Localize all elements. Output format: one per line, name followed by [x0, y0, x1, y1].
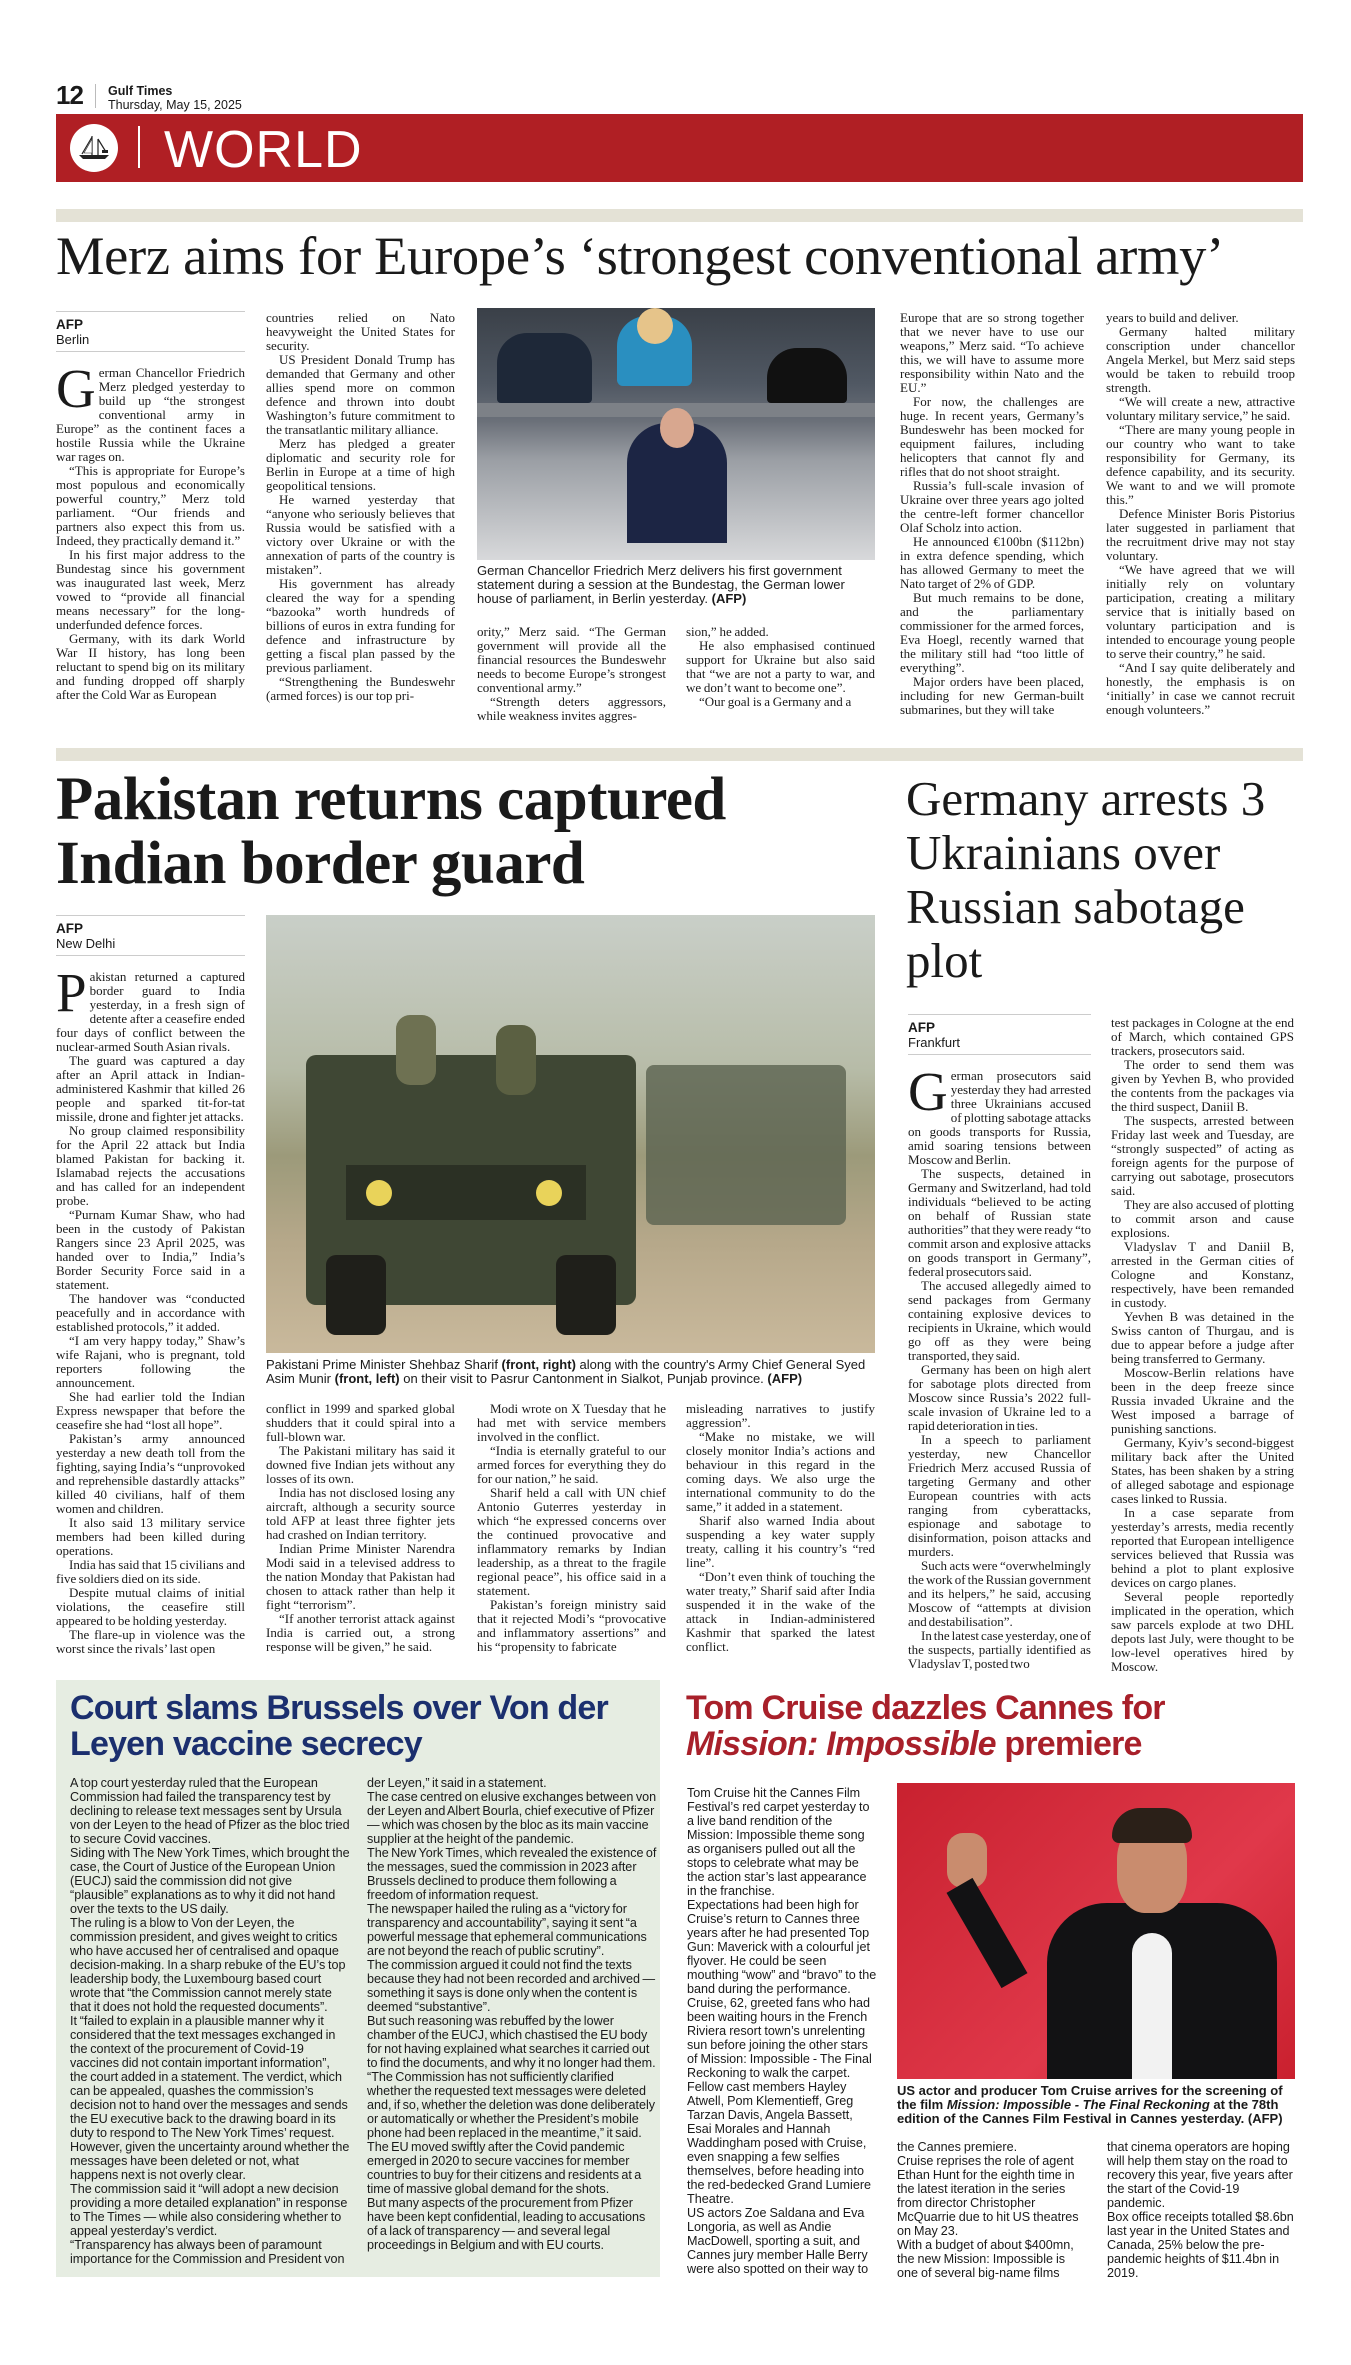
- paragraph: “We will create a new, attractive voluntary military service,” he said.: [1106, 394, 1295, 423]
- paragraph: Modi wrote on X Tuesday that he had met with service members involved in the conflict.: [477, 1401, 666, 1444]
- headline-tom-cruise: [686, 1690, 1301, 1762]
- caption-bold: (front, left): [334, 1371, 400, 1386]
- paragraph: countries relied on Nato heavyweight the United States for security.: [266, 310, 455, 353]
- paragraph: The case centred on elusive exchanges between von der Leyen and Albert Bourla, chief executive of Pfizer — which was chosen by the bloc as its main vaccine supplier at the height of the pandemic.: [367, 1790, 657, 1846]
- article-column: [908, 1061, 1091, 1671]
- paragraph: Defence Minister Boris Pistorius later suggested in parliament that the recruitment drive may not stay voluntary.: [1106, 506, 1295, 563]
- caption-italic: Mission: Impossible - The Final Reckoning: [946, 2097, 1210, 2112]
- divider: [95, 84, 96, 108]
- article-column: [897, 2140, 1087, 2280]
- paragraph: the Cannes premiere.: [897, 2140, 1018, 2154]
- paragraph: Cruise reprises the role of agent Ethan Hunt for the eighth time in the latest iteration in the series from director Christopher McQuarrie due to hit US theatres on May 23.: [897, 2154, 1079, 2238]
- article-column: [1107, 2140, 1297, 2280]
- paragraph: misleading narratives to justify aggression”.: [686, 1401, 875, 1430]
- paragraph: The suspects, detained in Germany and Switzerland, had told individuals “believed to be acting on behalf of Russian state authorities” that they were ready “to commit arson and explosive attacks on goods transport in Germany”, federal prosecutors said.: [908, 1166, 1091, 1279]
- paragraph: “I am very happy today,” Shaw’s wife Rajani, who is pregnant, told reporters following the announcement.: [56, 1333, 245, 1390]
- paragraph: Cruise, 62, greeted fans who had been waiting hours in the French Riviera resort town’s unrelenting sun before joining the other stars of Mission: Impossible - The Final Reckoning to walk the carpet.: [687, 1996, 872, 2080]
- drop-cap: G: [908, 1061, 948, 1122]
- paragraph: She had earlier told the Indian Express newspaper that before the ceasefire she had “lost all hope”.: [56, 1389, 245, 1432]
- paragraph: Sharif also warned India about suspending a key water supply treaty, calling it his country’s “red line”.: [686, 1513, 875, 1570]
- paragraph: With a budget of about $400mn, the new Mission: Impossible is one of several big-name films: [897, 2238, 1074, 2280]
- paragraph: “This is appropriate for Europe’s most populous and economically powerful country,” Merz told parliament. “Our friends and partners also expect this from us. Indeed, they practically demand it.”: [56, 463, 245, 548]
- paragraph: Major orders have been placed, including for new German-built submarines, but they will take: [900, 674, 1084, 717]
- article-column: [1106, 311, 1295, 717]
- paragraph: sion,” he added.: [686, 624, 769, 639]
- agency: AFP: [56, 921, 83, 936]
- dhow-icon: [70, 124, 118, 172]
- paragraph: Germany, Kyiv’s second-biggest military back after the United States, has been shaken by a string of alleged sabotage and espionage cases linked to Russia.: [1111, 1435, 1294, 1506]
- paragraph: “Purnam Kumar Shaw, who had been in the custody of Pakistan Rangers since 23 April 2025, was handed over to India,” India’s Border Security Force said in a statement.: [56, 1207, 245, 1292]
- paragraph: Box office receipts totalled $8.6bn last year in the United States and Canada, 25% below the pre-pandemic heights of $11.4bn in 2019.: [1107, 2210, 1294, 2280]
- paragraph: conflict in 1999 and sparked global shudders that it could spiral into a full-blown war.: [266, 1401, 455, 1444]
- paragraph: “Our goal is a Germany and a: [699, 694, 852, 709]
- paragraph: Indian Prime Minister Narendra Modi said in a televised address to the nation Monday that Pakistan had chosen to attack rather than help it fight “terrorism”.: [266, 1541, 455, 1612]
- headline-text: premiere: [995, 1725, 1142, 1763]
- paragraph: In his first major address to the Bundestag since his government was inaugurated last week, Merz vowed to “provide all financial means necessary” for the long-underfunded defence forces.: [56, 547, 245, 632]
- paragraph: India has said that 15 civilians and five soldiers died on its side.: [56, 1557, 245, 1586]
- paragraph: ority,” Merz said. “The German government will provide all the financial resources the Bundeswehr needs to become Europe’s strongest conventional army.”: [477, 624, 666, 695]
- paragraph: But much remains to be done, and the parliamentary commissioner for the armed forces, Eva Hoegl, recently warned that the military still had “too little of everything”.: [900, 590, 1084, 675]
- article-column: [687, 1786, 877, 2276]
- caption-text: Pakistani Prime Minister Shehbaz Sharif: [266, 1357, 502, 1372]
- article-column: [56, 358, 245, 702]
- paragraph: The Pakistani military has said it downed five Indian jets without any losses of its own.: [266, 1443, 455, 1486]
- paragraph: In the latest case yesterday, one of the suspects, partially identified as Vladyslav T, posted two: [908, 1628, 1091, 1671]
- paragraph: Such acts were “overwhelmingly the work of the Russian government and its helpers,” he said, accusing Moscow of “attempts at division and destabilisation”.: [908, 1558, 1091, 1629]
- byline: [56, 915, 245, 956]
- photo-caption: [266, 1358, 875, 1386]
- paragraph: “Make no mistake, we will closely monitor India’s actions and behaviour in this regard in the coming days. We also urge the international community to do the same,” it added in a statement.: [686, 1429, 875, 1514]
- paragraph: Expectations had been high for Cruise’s return to Cannes three years after he had presented Top Gun: Maverick with a colourful jet flyover. He could be seen mouthing “wow” and “bravo” to the band during the performance.: [687, 1898, 877, 1996]
- photo-caption: [477, 564, 875, 606]
- divider: [138, 126, 140, 168]
- lead-paragraph: [56, 358, 245, 464]
- issue-date: Thursday, May 15, 2025: [108, 98, 242, 112]
- paragraph: Sharif held a call with UN chief Antonio Guterres yesterday in which “he expressed concerns over the continued provocative and inflammatory remarks by Indian leadership, as a threat to the fragile regional peace”, his office said in a statement.: [477, 1485, 666, 1598]
- paragraph: Siding with The New York Times, which brought the case, the Court of Justice of the European Union (EUCJ) said the commission did not give “plausible” explanations as to why it did not hand over the texts to the US daily.: [70, 1846, 350, 1916]
- article-column: [900, 311, 1084, 717]
- section-title: WORLD: [164, 121, 363, 179]
- separator-bar: [56, 748, 1303, 761]
- article-column: [56, 962, 245, 1656]
- sidebar-box-brussels: [56, 1680, 660, 2277]
- lead-text: erman prosecutors said yesterday they had arrested three Ukrainians accused of plotting sabotage attacks on goods transports for Russia, amid soaring tensions between Moscow and Berlin.: [908, 1068, 1091, 1167]
- paragraph: The commission said it “will adopt a new decision providing a more detailed explanation” in response to The Times — while also considering whether to appeal yesterday’s verdict.: [70, 2182, 348, 2238]
- paragraph: No group claimed responsibility for the April 22 attack but India blamed Pakistan for backing it. Islamabad rejects the accusations and has called for an independent probe.: [56, 1123, 245, 1208]
- paragraph: For now, the challenges are huge. In recent years, Germany’s Bundeswehr has been mocked for equipment failures, including helicopters that cannot fly and rifles that do not shoot straight.: [900, 394, 1084, 479]
- paragraph: “Strengthening the Bundeswehr (armed forces) is our top pri-: [266, 674, 455, 703]
- caption-bold: (front, right): [501, 1357, 576, 1372]
- article-column: [686, 1402, 875, 1654]
- paragraph: He announced €100bn ($112bn) in extra defence spending, which has allowed Germany to meet the Nato target of 2% of GDP.: [900, 534, 1084, 591]
- paragraph: “Strength deters aggressors, while weakness invites aggres-: [477, 694, 666, 723]
- paragraph: “We have agreed that we will initially rely on voluntary participation, creating a military service that is initially based on voluntary participation and is intended to encourage young people to serve their country,” he said.: [1106, 562, 1295, 661]
- paragraph: The EU moved swiftly after the Covid pandemic emerged in 2020 to secure vaccines for member countries to buy for their citizens and residents at a time of massive global demand for the shots.: [367, 2140, 642, 2196]
- paragraph: The handover was “conducted peacefully and in accordance with established protocols,” it added.: [56, 1291, 245, 1334]
- headline-brussels: Court slams Brussels over Von der Leyen vaccine secrecy: [70, 1689, 608, 1763]
- dateline: Berlin: [56, 332, 90, 347]
- paragraph: years to build and deliver.: [1106, 310, 1239, 325]
- caption-text: German Chancellor Friedrich Merz delivers his first government statement during a session at the Bundestag, the German lower house of parliament, in Berlin yesterday.: [477, 563, 845, 606]
- photo-pakistan-jeeps: [266, 915, 875, 1353]
- lead-text: erman Chancellor Friedrich Merz pledged yesterday to build up “the strongest conventional army in Europe” as the continent faces a hostile Russia while the Ukraine war rages on.: [56, 365, 245, 464]
- paragraph: The newspaper hailed the ruling as a “victory for transparency and accountability”, saying it sent “a powerful message that ephemeral communications are not beyond the reach of public scrutiny”.: [367, 1902, 647, 1958]
- paragraph: Europe that are so strong together that we never have to use our weapons,” Merz said. “To achieve this, we will have to assume more responsibility within Nato and the EU.”: [900, 310, 1084, 395]
- paragraph: But many aspects of the procurement from Pfizer have been kept confidential, leading to accusations of a lack of transparency — and several legal proceedings in Belgium and with EU courts.: [367, 2196, 646, 2252]
- headline-pakistan: Pakistan returns captured Indian border guard: [56, 766, 726, 897]
- paragraph: “If another terrorist attack against India is carried out, a strong response will be given,” he said.: [266, 1611, 455, 1654]
- byline: [908, 1014, 1091, 1055]
- paragraph: In a case separate from yesterday’s arrests, media recently reported that European intelligence services believed that Russia was behind a plot to plant explosive devices on cargo planes.: [1111, 1505, 1294, 1590]
- paragraph: Germany, with its dark World War II history, has long been reluctant to spend big on its military and funding dropped off sharply after the Cold War as European: [56, 631, 245, 702]
- article-column: [367, 1776, 657, 2252]
- article-column: [477, 625, 666, 723]
- paragraph: “There are many young people in our country who want to take responsibility for Germany, its defence capability, and its security. We want to and we will promote this.”: [1106, 422, 1295, 507]
- lead-paragraph: [908, 1061, 1091, 1167]
- byline: [56, 311, 245, 352]
- paragraph: The commission argued it could not find the texts because they had not been recorded and archived — something it says is done only when the content is deemed “substantive”.: [367, 1958, 656, 2014]
- lead-paragraph: [56, 962, 245, 1054]
- agency: AFP: [908, 1020, 935, 1035]
- paragraph: The ruling is a blow to Von der Leyen, the commission president, and gives weight to critics who have accused her of centralised and opaque decision-making. In a sharp rebuke of the EU’s top leadership body, the Luxembourg based court wrote that “the Commission cannot merely state that it does not hold the requested documents”.: [70, 1916, 346, 2014]
- paragraph: Merz has pledged a greater diplomatic and security role for Berlin in Europe at a time of high geopolitical tensions.: [266, 436, 455, 493]
- photo-tom-cruise: [897, 1783, 1295, 2079]
- article-column: [266, 1402, 455, 1654]
- paragraph: Moscow-Berlin relations have been in the deep freeze since Russia invaded Ukraine and the West imposed a barrage of punishing sanctions.: [1111, 1365, 1294, 1436]
- paragraph: However, given the uncertainty around whether the messages have been deleted or not, what happens next is not overly clear.: [70, 2140, 350, 2182]
- paragraph: Yevhen B was detained in the Swiss canton of Thurgau, and is due to appear before a judge after being transferred to Germany.: [1111, 1309, 1294, 1366]
- headline-text: Tom Cruise dazzles Cannes for: [686, 1689, 1165, 1727]
- paragraph: der Leyen,” it said in a statement.: [367, 1776, 547, 1790]
- photo-credit: (AFP): [711, 591, 747, 606]
- drop-cap: P: [56, 962, 87, 1023]
- paragraph: His government has already cleared the way for a spending “bazooka” worth hundreds of billions of euros in extra funding for defence and infrastructure by getting a fiscal plan passed by the previous parliament.: [266, 576, 455, 675]
- paragraph: He also emphasised continued support for Ukraine but also said that “we are not a party to war, and we don’t want to become one”.: [686, 638, 875, 695]
- paragraph: “Don’t even think of touching the water treaty,” Sharif said after India suspended it in the wake of the attack in Indian-administered Kashmir that sparked the latest conflict.: [686, 1569, 875, 1654]
- paragraph: US President Donald Trump has demanded that Germany and other allies spend more on common defence and thrown into doubt Washington’s future commitment to the transatlantic military alliance.: [266, 352, 455, 437]
- headline-merz: Merz aims for Europe’s ‘strongest conventional army’: [56, 225, 1224, 286]
- paragraph: It “failed to explain in a plausible manner why it considered that the text messages exchanged in the context of the procurement of Covid-19 vaccines did not contain important information”, the court added in a statement. The verdict, which can be appealed, quashes the commission’s decision not to hand over the messages and sends the EU executive back to the drawing board in its duty to respond to The New York Times’ request.: [70, 2014, 348, 2140]
- paragraph: A top court yesterday ruled that the European Commission had failed the transparency test by declining to release text messages sent by Ursula von der Leyen to the head of Pfizer as the bloc tried to secure Covid vaccines.: [70, 1776, 350, 1846]
- article-column: [1111, 1016, 1294, 1674]
- paragraph: Pakistan’s foreign ministry said that it rejected Modi’s “provocative and inflammatory assertions” and his “propensity to fabricate: [477, 1597, 666, 1654]
- article-column: [266, 311, 455, 703]
- caption-text: on their visit to Pasrur Cantonment in Sialkot, Punjab province.: [399, 1371, 768, 1386]
- paragraph: US actors Zoe Saldana and Eva Longoria, as well as Andie MacDowell, sporting a suit, and Cannes jury member Halle Berry were also spotted on their way to: [687, 2206, 869, 2276]
- paragraph: that cinema operators are hoping will help them stay on the road to recovery this year, five years after the start of the Covid-19 pandemic.: [1107, 2140, 1293, 2210]
- page-number: 12: [56, 80, 83, 110]
- paragraph: He warned yesterday that “anyone who seriously believes that Russia would be satisfied with a victory over Ukraine or with the annexation of parts of the country is mistaken”.: [266, 492, 455, 577]
- paragraph: Germany halted military conscription under chancellor Angela Merkel, but Merz said steps would be taken to rebuild troop strength.: [1106, 324, 1295, 395]
- headline-italic: Mission: Impossible: [686, 1725, 996, 1763]
- paragraph: “India is eternally grateful to our armed forces for everything they do for our nation,” he said.: [477, 1443, 666, 1486]
- photo-credit: (AFP): [1247, 2111, 1283, 2126]
- photo-caption: [897, 2084, 1295, 2126]
- paragraph: “And I say quite deliberately and honestly, the emphasis is on ‘initially’ in case we cannot recruit enough volunteers.”: [1106, 660, 1295, 717]
- lead-text: akistan returned a captured border guard to India yesterday, in a fresh sign of detente after a ceasefire ended four days of conflict between the nuclear-armed South Asian rivals.: [56, 969, 245, 1054]
- section-banner: [56, 114, 1303, 182]
- paragraph: Vladyslav T and Daniil B, arrested in the German cities of Cologne and Konstanz, respectively, have been remanded in custody.: [1111, 1239, 1294, 1310]
- photo-merz-bundestag: [477, 308, 875, 560]
- paragraph: Despite mutual claims of initial violations, the ceasefire still appeared to be holding yesterday.: [56, 1585, 245, 1628]
- paragraph: “Transparency has always been of paramount importance for the Commission and President von: [70, 2238, 345, 2266]
- drop-cap: G: [56, 358, 96, 419]
- paragraph: “The Commission has not sufficiently clarified whether the requested text messages were deleted and, if so, whether the deletion was done deliberately or automatically or whether the President’s mobile phone had been replaced in the meantime,” it said.: [367, 2070, 656, 2140]
- paragraph: test packages in Cologne at the end of March, which contained GPS trackers, prosecutors said.: [1111, 1015, 1294, 1058]
- dateline: Frankfurt: [908, 1035, 961, 1050]
- paragraph: The order to send them was given by Yevhen B, who provided the contents from the packages via the third suspect, Daniil B.: [1111, 1057, 1294, 1114]
- photo-credit: (AFP): [767, 1371, 803, 1386]
- agency: AFP: [56, 317, 83, 332]
- paragraph: But such reasoning was rebuffed by the lower chamber of the EUCJ, which chastised the EU body for not having explained what searches it carried out to find the documents, and why it no longer had them.: [367, 2014, 656, 2070]
- paragraph: They are also accused of plotting to commit arson and cause explosions.: [1111, 1197, 1294, 1240]
- paragraph: Tom Cruise hit the Cannes Film Festival’s red carpet yesterday to a live band rendition of the Mission: Impossible theme song as organisers pulled out all the stops to celebrate what may be the action star’s last appearance in the franchise.: [687, 1786, 870, 1898]
- separator-bar: [56, 209, 1303, 222]
- article-column: [70, 1776, 350, 2266]
- paragraph: Russia’s full-scale invasion of Ukraine over three years ago jolted the centre-left former chancellor Olaf Scholz into action.: [900, 478, 1084, 535]
- paragraph: It also said 13 military service members had been killed during operations.: [56, 1515, 245, 1558]
- caption-text: along with the country's Army Chief General Syed Asim Munir: [266, 1357, 866, 1386]
- paper-name: Gulf Times: [108, 84, 173, 98]
- paragraph: The accused allegedly aimed to send packages from Germany containing explosive devices to recipients in Ukraine, which would go off as they were being transported, they said.: [908, 1278, 1091, 1363]
- paragraph: India has not disclosed losing any aircraft, although a security source told AFP at least three fighter jets had crashed on Indian territory.: [266, 1485, 455, 1542]
- article-column: [686, 625, 875, 709]
- caption-text: at the 78th edition of the Cannes Film Festival in Cannes yesterday.: [897, 2097, 1279, 2126]
- paragraph: Germany has been on high alert for sabotage plots directed from Moscow since Russia’s 2022 full-scale invasion of Ukraine led to a rapid deterioration in ties.: [908, 1362, 1091, 1433]
- paragraph: Fellow cast members Hayley Atwell, Pom Klementieff, Greg Tarzan Davis, Angela Bassett, Esai Morales and Hannah Waddingham posed with Cruise, even snapping a few selfies themselves, before heading into the red-bedecked Grand Lumiere Theatre.: [687, 2080, 872, 2206]
- paragraph: In a speech to parliament yesterday, new Chancellor Friedrich Merz accused Russia of targeting Germany and other European countries with acts ranging from cyberattacks, espionage and sabotage to disinformation, poison attacks and murders.: [908, 1432, 1091, 1559]
- dateline: New Delhi: [56, 936, 116, 951]
- paragraph: Several people reportedly implicated in the operation, which saw parcels explode at two DHL depots last July, were thought to be low-level operatives hired by Moscow.: [1111, 1589, 1294, 1674]
- paragraph: The New York Times, which revealed the existence of the messages, sued the commission in 2023 after Brussels declined to produce them following a freedom of information request.: [367, 1846, 657, 1902]
- paragraph: The guard was captured a day after an April attack in Indian-administered Kashmir that killed 26 people and sparked tit-for-tat missile, drone and fighter jet attacks.: [56, 1053, 245, 1124]
- paragraph: Pakistan’s army announced yesterday a new death toll from the fighting, saying India’s “unprovoked and reprehensible dastardly attacks” killed 40 civilians, half of them women and children.: [56, 1431, 245, 1516]
- caption-text: US actor and producer Tom Cruise arrives for the screening of the film: [897, 2083, 1283, 2112]
- article-column: [477, 1402, 666, 1654]
- paragraph: The suspects, arrested between Friday last week and Tuesday, are “strongly suspected” of acting as foreign agents for the purpose of carrying out sabotage, prosecutors said.: [1111, 1113, 1294, 1198]
- headline-germany-arrests: Germany arrests 3 Ukrainians over Russian sabotage plot: [906, 771, 1266, 988]
- paragraph: The flare-up in violence was the worst since the rivals’ last open: [56, 1627, 245, 1656]
